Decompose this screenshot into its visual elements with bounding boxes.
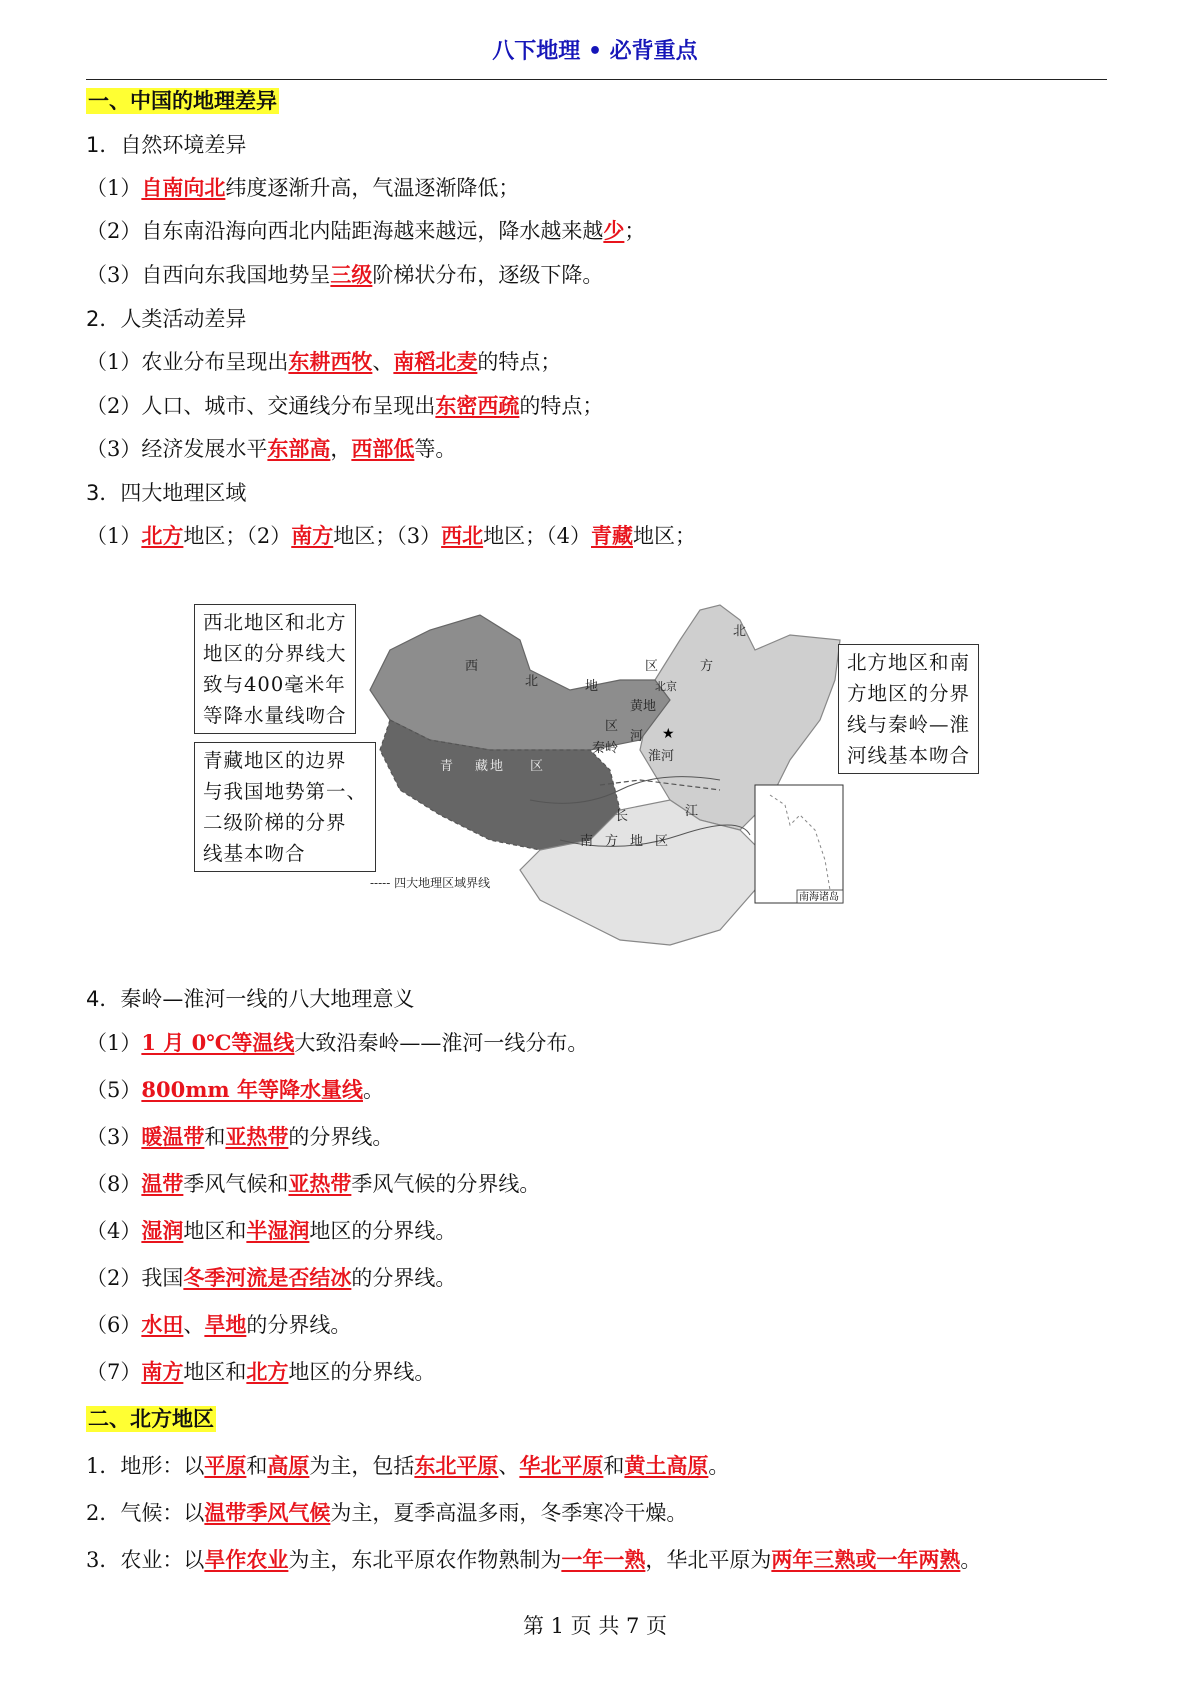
map-label: 地: [490, 759, 504, 774]
list-item: 1．地形：以平原和高原为主，包括东北平原、华北平原和黄土高原。: [86, 1453, 730, 1478]
map-label: 南: [580, 834, 594, 849]
list-item: （3）经济发展水平东部高，西部低等。: [86, 436, 457, 461]
list-item: （7）南方地区和北方地区的分界线。: [86, 1359, 436, 1384]
subheading-human-activity: 2．人类活动差异: [86, 307, 247, 331]
map-label: 江: [685, 804, 699, 819]
map-label: 西: [465, 659, 479, 674]
map-label: 淮河: [648, 749, 675, 764]
annotation-box-north-south: 北方地区和南 方地区的分界 线与秦岭—淮 河线基本吻合: [838, 644, 979, 774]
list-item: 3．农业：以旱作农业为主，东北平原农作物熟制为一年一熟，华北平原为两年三熟或一年两熟。: [86, 1547, 982, 1572]
beijing-star-icon: ★: [662, 726, 675, 742]
page-header-title: 八下地理 • 必背重点: [492, 39, 698, 64]
map-label: 青: [440, 759, 454, 774]
list-item: （8）温带季风气候和亚热带季风气候的分界线。: [86, 1171, 541, 1196]
list-item: （2）我国冬季河流是否结冰的分界线。: [86, 1265, 457, 1290]
map-label: 秦岭: [592, 741, 619, 756]
list-item: （2）自东南沿海向西北内陆距海越来越远，降水越来越少；: [86, 218, 646, 243]
section-2-heading: [86, 1404, 216, 1434]
annotation-box-tibet: 青藏地区的边界 与我国地势第一、 二级阶梯的分界 线基本吻合: [194, 742, 376, 872]
map-label: 长: [615, 809, 629, 824]
list-item: 2．气候：以温带季风气候为主，夏季高温多雨，冬季寒冷干燥。: [86, 1500, 688, 1525]
inset-label: 南海诸岛: [799, 892, 839, 903]
regions-row: （1）北方地区；（2）南方地区；（3）西北地区；（4）青藏地区；: [86, 523, 696, 548]
section-1-title: 一、中国的地理差异: [88, 89, 277, 113]
list-item: （2）人口、城市、交通线分布呈现出东密西疏的特点；: [86, 393, 604, 418]
south-china-sea-inset: [755, 785, 843, 903]
subheading-four-regions: 3．四大地理区域: [86, 481, 247, 505]
map-label: 区: [530, 759, 544, 774]
subheading-natural-differences: 1．自然环境差异: [86, 133, 247, 157]
list-item: （5）800mm 年等降水量线。: [86, 1077, 384, 1102]
map-label: 地: [585, 679, 599, 694]
map-label: 黄地: [630, 699, 657, 714]
list-item: （3）自西向东我国地势呈三级阶梯状分布，逐级下降。: [86, 262, 604, 287]
list-item: （4）湿润地区和半湿润地区的分界线。: [86, 1218, 457, 1243]
list-item: （1）1 月 0℃等温线大致沿秦岭——淮河一线分布。: [86, 1030, 589, 1055]
northwest-region-shape: [370, 615, 670, 750]
section-2-title: 二、北方地区: [88, 1407, 214, 1431]
map-legend: ----- 四大地理区域界线: [370, 876, 491, 890]
map-label: 区: [605, 719, 619, 734]
map-label: 河: [630, 729, 644, 744]
list-item: （3）暖温带和亚热带的分界线。: [86, 1124, 394, 1149]
map-label: 北: [525, 674, 539, 689]
map-label: 区: [645, 659, 659, 674]
list-item: （6）水田、旱地的分界线。: [86, 1312, 352, 1337]
map-label: 藏: [475, 759, 489, 774]
map-label: 地: [630, 834, 644, 849]
list-item: （1）自南向北纬度逐渐升高，气温逐渐降低；: [86, 175, 520, 200]
map-label: 方: [605, 834, 619, 849]
subheading-qinling-huaihe: 4．秦岭—淮河一线的八大地理意义: [86, 987, 415, 1011]
section-1-heading: [86, 86, 279, 116]
map-label: 方: [700, 659, 714, 674]
map-label: 北: [733, 624, 747, 639]
china-regions-map: [200, 600, 980, 970]
page-footer: 第 1 页 共 7 页: [522, 1614, 668, 1638]
map-label: 区: [655, 834, 669, 849]
list-item: （1）农业分布呈现出东耕西牧、南稻北麦的特点；: [86, 349, 562, 374]
header-rule: [86, 79, 1107, 80]
map-label: 北京: [655, 680, 677, 693]
annotation-box-northwest: 西北地区和北方 地区的分界线大 致与400毫米年 等降水量线吻合: [194, 604, 356, 734]
